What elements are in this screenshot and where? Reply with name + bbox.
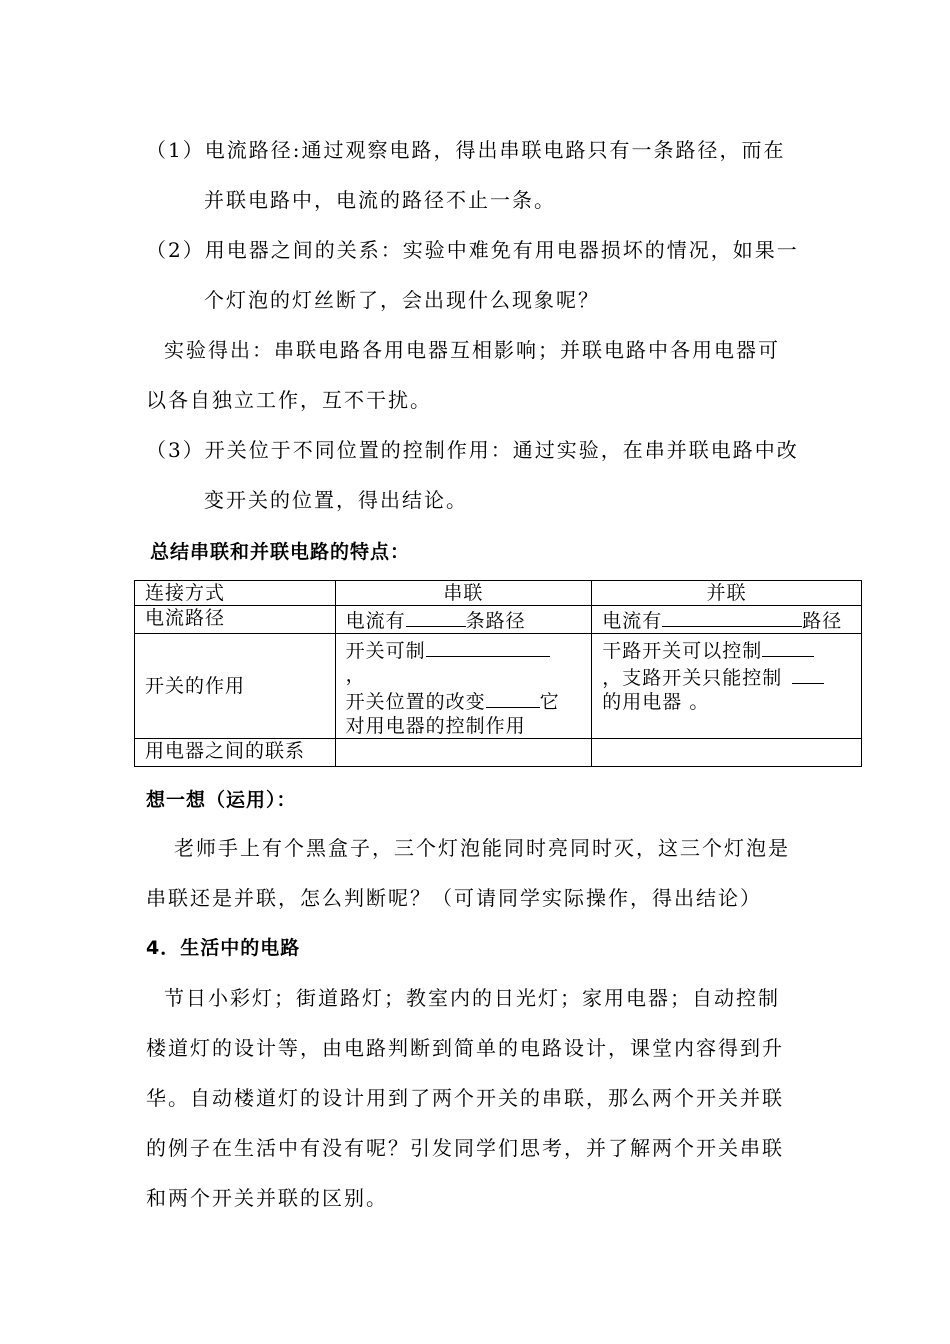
think-line2: 串联还是并联，怎么判断呢？（可请同学实际操作，得出结论） [146, 886, 762, 910]
paragraph-current-path-line1: （1）电流路径:通过观察电路，得出串联电路只有一条路径，而在 [146, 138, 786, 162]
paragraph-experiment-result-line2: 以各自独立工作，互不干扰。 [146, 388, 432, 412]
fill-blank [426, 636, 550, 657]
paragraph-appliance-relation-line1: （2）用电器之间的关系：实验中难免有用电器损坏的情况，如果一 [146, 238, 799, 262]
paragraph-switch-position-line1: （3）开关位于不同位置的控制作用：通过实验，在串并联电路中改 [146, 438, 799, 462]
fill-blank [762, 636, 814, 657]
section4-line3: 华。自动楼道灯的设计用到了两个开关的串联，那么两个开关并联 [146, 1086, 784, 1110]
fill-blank [406, 606, 466, 627]
paragraph-switch-position-line2: 变开关的位置，得出结论。 [204, 488, 468, 512]
cell-text: 干路开关可以控制 [602, 640, 763, 662]
section4-line2: 楼道灯的设计等，由电路判断到简单的电路设计，课堂内容得到升 [146, 1036, 784, 1060]
section4-heading: 4．生活中的电路 [146, 937, 301, 959]
table-row [135, 606, 862, 634]
paragraph-appliance-relation-line2: 个灯泡的灯丝断了，会出现什么现象呢？ [204, 288, 600, 312]
cell-series-switch-role [335, 634, 592, 739]
cell-text: 开关可制 [345, 640, 426, 662]
cell-text: 电流有 [602, 610, 663, 632]
section4-line1: 节日小彩灯；街道路灯；教室内的日光灯；家用电器；自动控制 [164, 986, 780, 1010]
fill-blank [486, 687, 540, 708]
section4-line4: 的例子在生活中有没有呢？引发同学们思考，并了解两个开关串联 [146, 1136, 784, 1160]
row-label-appliance-link: 用电器之间的联系 [135, 739, 336, 767]
table-row [135, 739, 862, 767]
cell-text: 对用电器的控制作用 [345, 715, 526, 737]
row-label-current-path: 电流路径 [135, 606, 336, 634]
row-label-switch-role: 开关的作用 [135, 634, 336, 739]
think-line1: 老师手上有个黑盒子，三个灯泡能同时亮同时灭，这三个灯泡是 [174, 836, 790, 860]
paragraph-current-path-line2: 并联电路中，电流的路径不止一条。 [204, 188, 556, 212]
cell-text: 开关位置的改变 [345, 691, 486, 713]
section4-line5: 和两个开关并联的区别。 [146, 1186, 388, 1210]
cell-series-current-path [335, 606, 592, 634]
table-row [135, 634, 862, 739]
think-heading: 想一想（运用）： [146, 789, 297, 811]
table-header-connection: 连接方式 [135, 581, 336, 606]
fill-blank [662, 606, 802, 627]
table-row [135, 581, 862, 606]
cell-parallel-appliance-link [592, 739, 862, 767]
paragraph-experiment-result-line1: 实验得出：串联电路各用电器互相影响；并联电路中各用电器可 [164, 338, 780, 362]
fill-blank [792, 663, 824, 684]
cell-text: 它 [539, 691, 560, 713]
table-header-parallel: 并联 [592, 581, 862, 606]
cell-text: ， [345, 664, 366, 686]
cell-text: ，支路开关只能控制 [602, 667, 783, 689]
cell-text: 路径 [802, 610, 843, 632]
cell-text: 条路径 [465, 610, 526, 632]
summary-table [134, 580, 862, 767]
cell-parallel-switch-role [592, 634, 862, 739]
cell-text: 的用电器 。 [602, 691, 710, 713]
cell-series-appliance-link [335, 739, 592, 767]
cell-text: 电流有 [345, 610, 406, 632]
cell-parallel-current-path [592, 606, 862, 634]
summary-heading: 总结串联和并联电路的特点： [150, 541, 411, 563]
table-header-series: 串联 [335, 581, 592, 606]
